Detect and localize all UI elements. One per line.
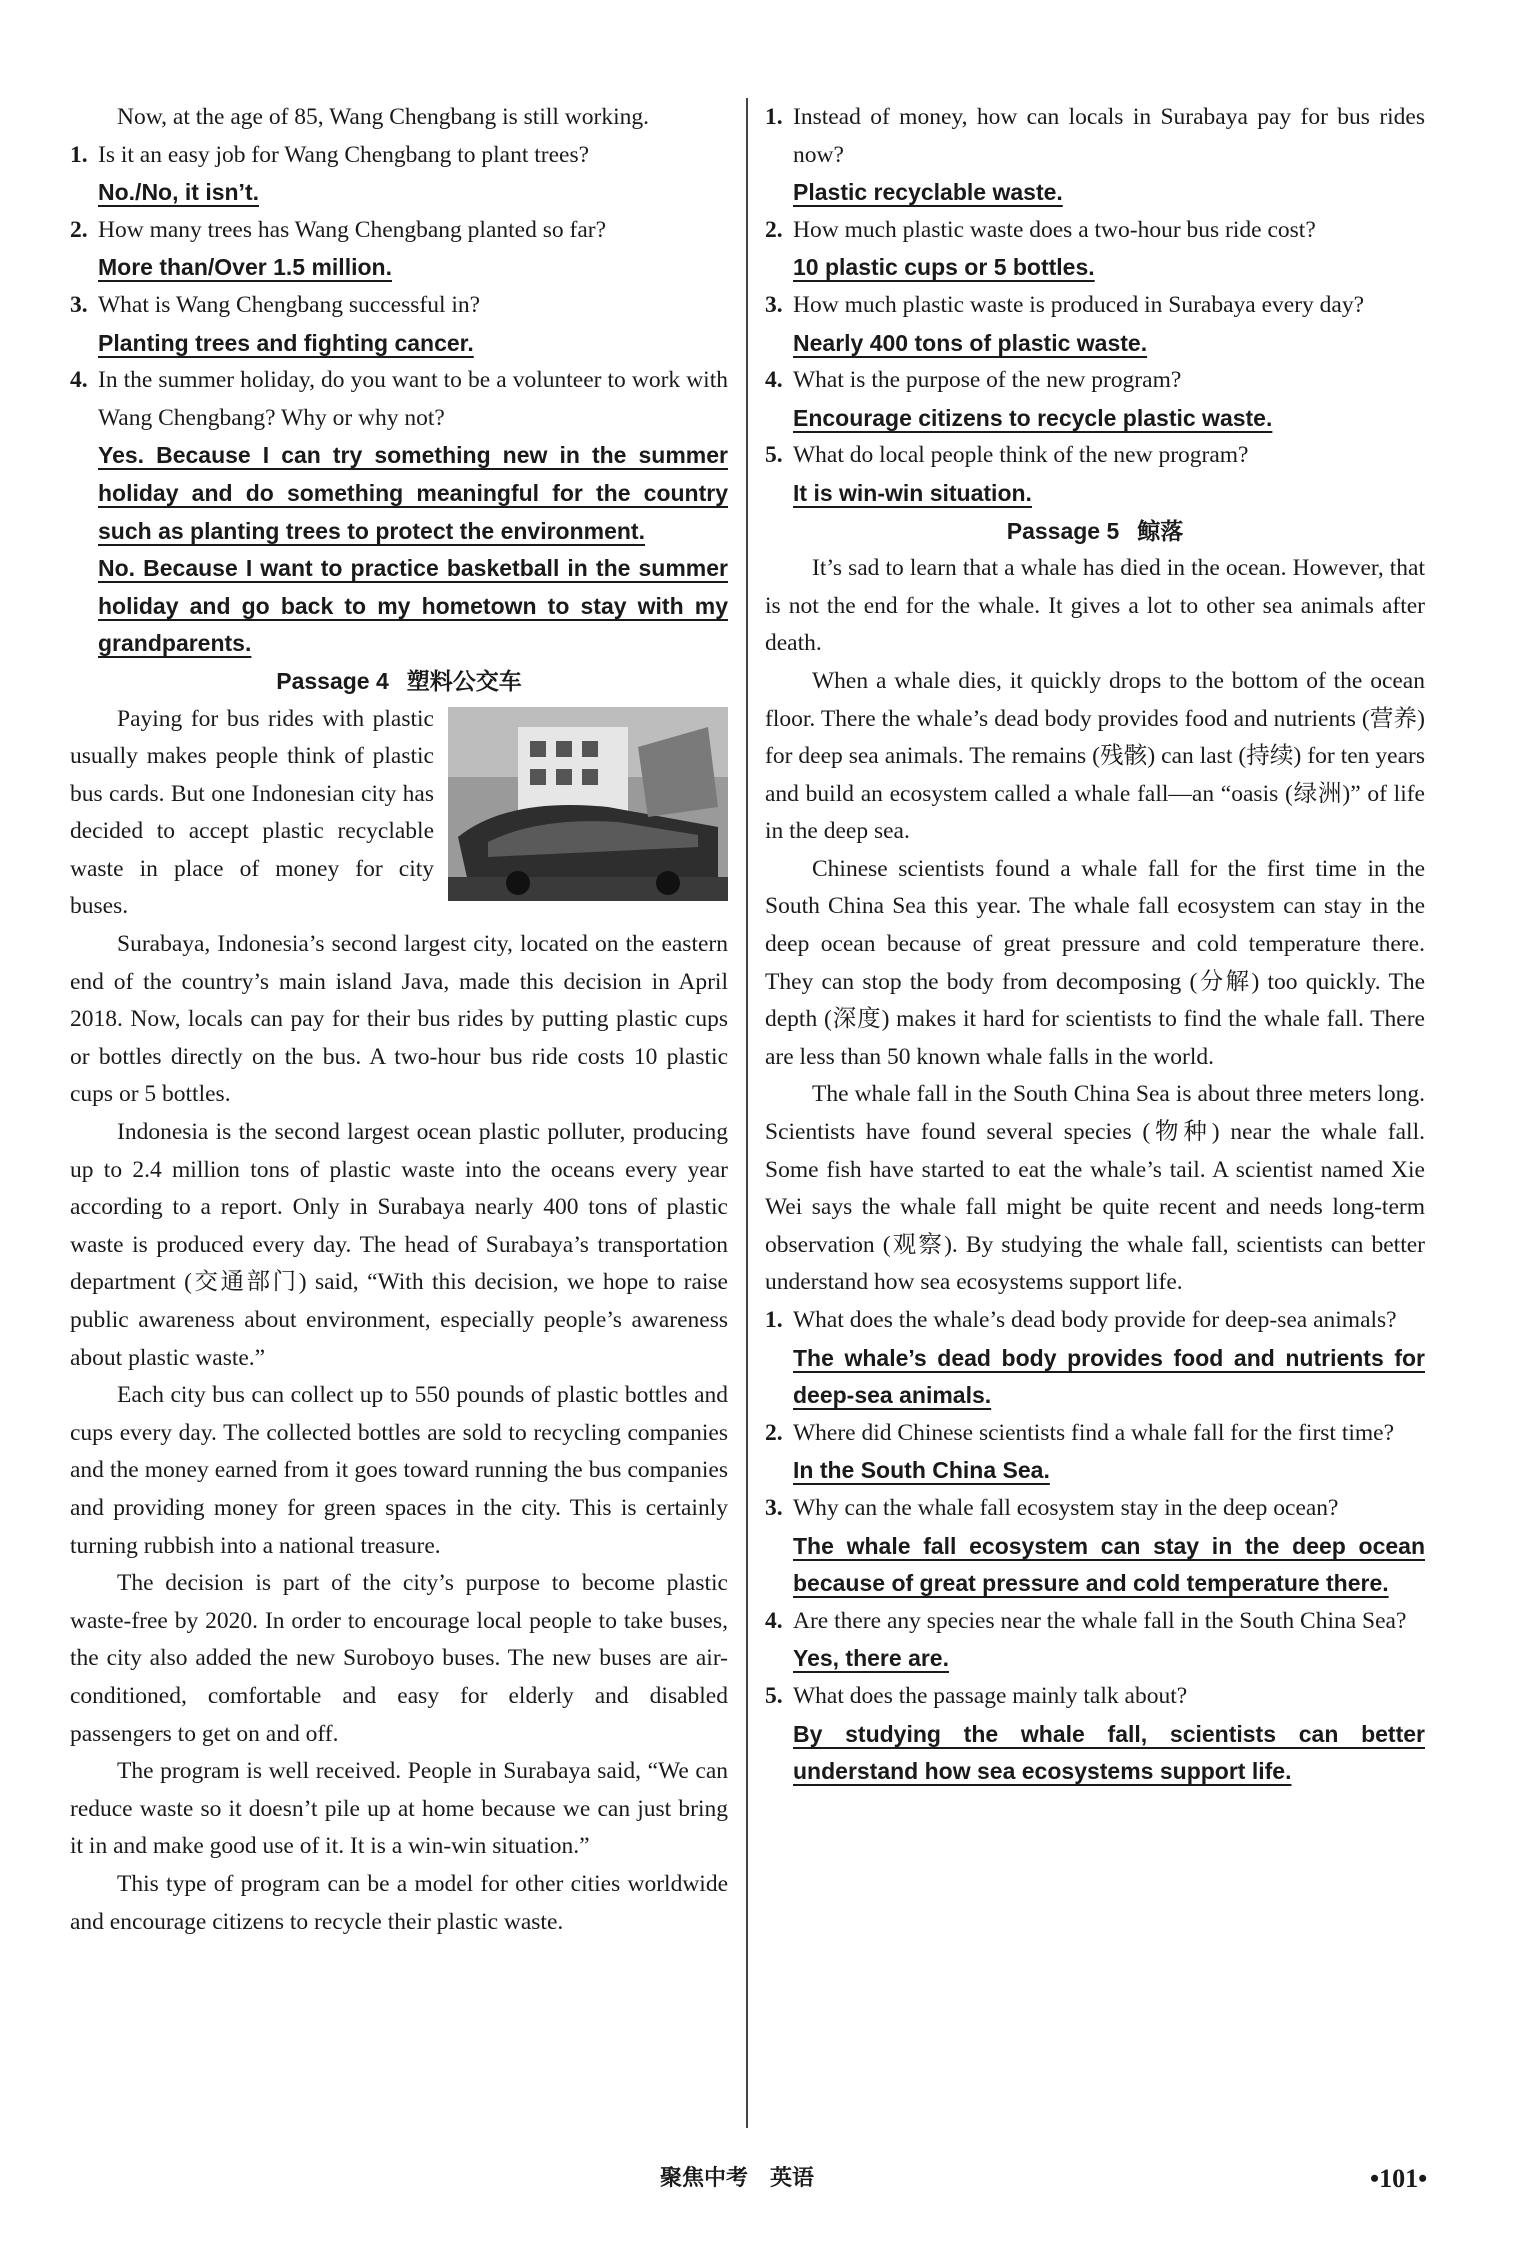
question-number: 3. [765, 291, 783, 318]
answer-underlined: More than/Over 1.5 million. [98, 254, 392, 281]
bus-image [448, 707, 728, 901]
intro-text: Now, at the age of 85, Wang Chengbang is still working. [117, 104, 649, 130]
question-item [765, 212, 1425, 250]
answer-underlined: Encourage citizens to recycle plastic waste. [793, 404, 1273, 431]
question-item [70, 287, 728, 325]
paragraph: This type of program can be a model for other cities worldwide and encourage citizens to recycle their plastic waste. [70, 1870, 728, 1935]
question-number: 1. [765, 104, 783, 130]
answer-underlined: The whale fall ecosystem can stay in the deep ocean because of great pressure and cold temperature there. [793, 1532, 1425, 1597]
answer-text [765, 1340, 1425, 1415]
answer-underlined: No./No, it isn’t. [98, 179, 259, 206]
question-text: What does the passage mainly talk about? [793, 1682, 1188, 1709]
answer-text [70, 325, 728, 363]
passage-cn-title: 鲸落 [1137, 517, 1184, 544]
paragraph: The program is well received. People in Surabaya said, “We can reduce waste so it doesn’t pile up at home because we can just bring it in and make good use of it. It is a win-win situation.” [70, 1758, 728, 1860]
paragraph: The decision is part of the city’s purpose to become plastic waste-free by 2020. In order to encourage local people to take buses, the city also added the new Suroboyo buses. The new buses are air-conditioned, comfortable and easy for elderly and disabled passengers to get on and off. [70, 1570, 728, 1747]
paragraph: Each city bus can collect up to 550 pounds of plastic bottles and cups every day. The collected bottles are sold to recycling companies and the money earned from it goes toward running the bus companies and providing money for green spaces in the city. This is certainly turning rubbish into a national treasure. [70, 1382, 728, 1559]
question-number: 5. [765, 1682, 783, 1709]
right-column [765, 99, 1425, 1791]
answer-underlined: The whale’s dead body provides food and nutrients for deep-sea animals. [793, 1344, 1425, 1409]
question-item [765, 1490, 1425, 1528]
question-text: How much plastic waste is produced in Surabaya every day? [793, 291, 1364, 318]
question-text: Why can the whale fall ecosystem stay in the deep ocean? [793, 1494, 1339, 1521]
answer-text [765, 174, 1425, 212]
question-number: 3. [70, 291, 88, 318]
answer-text [765, 1452, 1425, 1490]
answer-text [765, 249, 1425, 287]
question-item [70, 212, 728, 250]
question-item [765, 362, 1425, 400]
book-title: 聚焦中考 英语 [660, 2166, 815, 2191]
question-text: Is it an easy job for Wang Chengbang to plant trees? [98, 141, 590, 168]
question-item [70, 137, 728, 175]
answer-text [765, 1716, 1425, 1791]
question-number: 5. [765, 442, 783, 469]
passage-4-title [70, 663, 728, 701]
question-text: In the summer holiday, do you want to be a volunteer to work with Wang Chengbang? Why or why not? [98, 367, 728, 431]
answer-underlined: Yes. Because I can try something new in the summer holiday and do something meaningful for the country such as planting trees to protect the environment. [98, 442, 728, 544]
answer-text [765, 475, 1425, 513]
question-number: 2. [765, 216, 783, 243]
passage-cn-title: 塑料公交车 [406, 667, 522, 694]
answer-text [70, 437, 728, 550]
question-text: Where did Chinese scientists find a whale fall for the first time? [793, 1419, 1395, 1446]
question-text: What does the whale’s dead body provide for deep-sea animals? [793, 1307, 1397, 1333]
question-item [70, 362, 728, 437]
question-list [70, 137, 728, 663]
paragraph: When a whale dies, it quickly drops to the bottom of the ocean floor. There the whale’s dead body provides food and nutrients (营养) for deep sea animals. The remains (残骸) can last (持续) for ten years and build an ecosystem called a whale fall—an “oasis (绿洲)” of life in the deep sea. [765, 667, 1425, 845]
answer-underlined: Yes, there are. [793, 1645, 949, 1672]
question-number: 3. [765, 1494, 783, 1521]
question-item [765, 1302, 1425, 1340]
column-divider [746, 98, 748, 2128]
question-text: Are there any species near the whale fall in the South China Sea? [793, 1607, 1407, 1634]
question-item [765, 99, 1425, 174]
answer-text [765, 1528, 1425, 1603]
question-number: 4. [765, 367, 783, 394]
question-text: How many trees has Wang Chengbang planted so far? [98, 216, 607, 243]
question-item [765, 287, 1425, 325]
question-number: 2. [70, 216, 88, 243]
question-item [765, 1603, 1425, 1641]
answer-underlined: In the South China Sea. [793, 1457, 1050, 1484]
answer-text [70, 249, 728, 287]
question-number: 2. [765, 1419, 783, 1446]
answer-underlined: It is win-win situation. [793, 479, 1032, 506]
question-text: Instead of money, how can locals in Surabaya pay for bus rides now? [793, 104, 1425, 168]
answer-text [70, 550, 728, 663]
answer-underlined: 10 plastic cups or 5 bottles. [793, 254, 1095, 281]
answer-underlined: Planting trees and fighting cancer. [98, 329, 474, 356]
question-item [765, 1678, 1425, 1716]
page-number: •101• [1370, 2164, 1428, 2193]
question-list [765, 99, 1425, 513]
answer-underlined: No. Because I want to practice basketball in the summer holiday and go back to my hometown to stay with my grandparents. [98, 555, 728, 657]
passage-label: Passage 5 [1006, 517, 1120, 544]
answer-underlined: By studying the whale fall, scientists can better understand how sea ecosystems support life. [793, 1720, 1425, 1785]
passage-5-title [765, 513, 1425, 551]
paragraph: Paying for bus rides with plastic usually makes people think of plastic bus cards. But one Indonesian city has decided to accept plastic recyclable waste in place of money for city buses. [70, 705, 434, 920]
left-column [70, 99, 728, 1941]
paragraph: It’s sad to learn that a whale has died in the ocean. However, that is not the end for the whale. It gives a lot to other sea animals after death. [765, 555, 1425, 657]
paragraph: The whale fall in the South China Sea is about three meters long. Scientists have found several species (物种) near the whale fall. Some fish have started to eat the whale’s tail. A scientist named Xie Wei says the whale fall might be quite recent and needs long-term observation (观察). By studying the whale fall, scientists can better understand how sea ecosystems support life. [765, 1081, 1425, 1296]
paragraph: Surabaya, Indonesia’s second largest city, located on the eastern end of the country’s main island Java, made this decision in April 2018. Now, locals can pay for their bus rides by putting plastic cups or bottles directly on the bus. A two-hour bus ride costs 10 plastic cups or 5 bottles. [70, 931, 728, 1108]
question-text: What is Wang Chengbang successful in? [98, 291, 481, 318]
answer-text [765, 1640, 1425, 1678]
question-number: 4. [70, 367, 88, 394]
question-list [765, 1302, 1425, 1791]
question-item [765, 1415, 1425, 1453]
answer-underlined: Nearly 400 tons of plastic waste. [793, 329, 1148, 356]
answer-underlined: Plastic recyclable waste. [793, 179, 1063, 206]
bus-photo [448, 707, 728, 901]
passage-5-body [765, 550, 1425, 1302]
passage-label: Passage 4 [276, 667, 389, 694]
question-number: 4. [765, 1607, 783, 1634]
answer-text [765, 325, 1425, 363]
answer-text [70, 174, 728, 212]
question-item [765, 437, 1425, 475]
paragraph: Chinese scientists found a whale fall for the first time in the South China Sea this year. The whale fall ecosystem can stay in the deep ocean because of great pressure and cold temperature there. They can stop the body from decomposing (分解) too quickly. The depth (深度) makes it hard for scientists to find the whale fall. There are less than 50 known whale falls in the world. [765, 855, 1425, 1070]
question-text: What is the purpose of the new program? [793, 367, 1182, 394]
question-text: What do local people think of the new program? [793, 442, 1249, 469]
question-number: 1. [70, 141, 88, 168]
paragraph: Indonesia is the second largest ocean plastic polluter, producing up to 2.4 million tons of plastic waste into the oceans every year according to a report. Only in Surabaya nearly 400 tons of plastic waste is produced every day. The head of Surabaya’s transportation department (交通部门) said, “With this decision, we hope to raise public awareness about environment, especially people’s awareness about plastic waste.” [70, 1119, 728, 1371]
answer-text [765, 400, 1425, 438]
question-text: How much plastic waste does a two-hour bus ride cost? [793, 216, 1316, 243]
question-number: 1. [765, 1307, 783, 1333]
